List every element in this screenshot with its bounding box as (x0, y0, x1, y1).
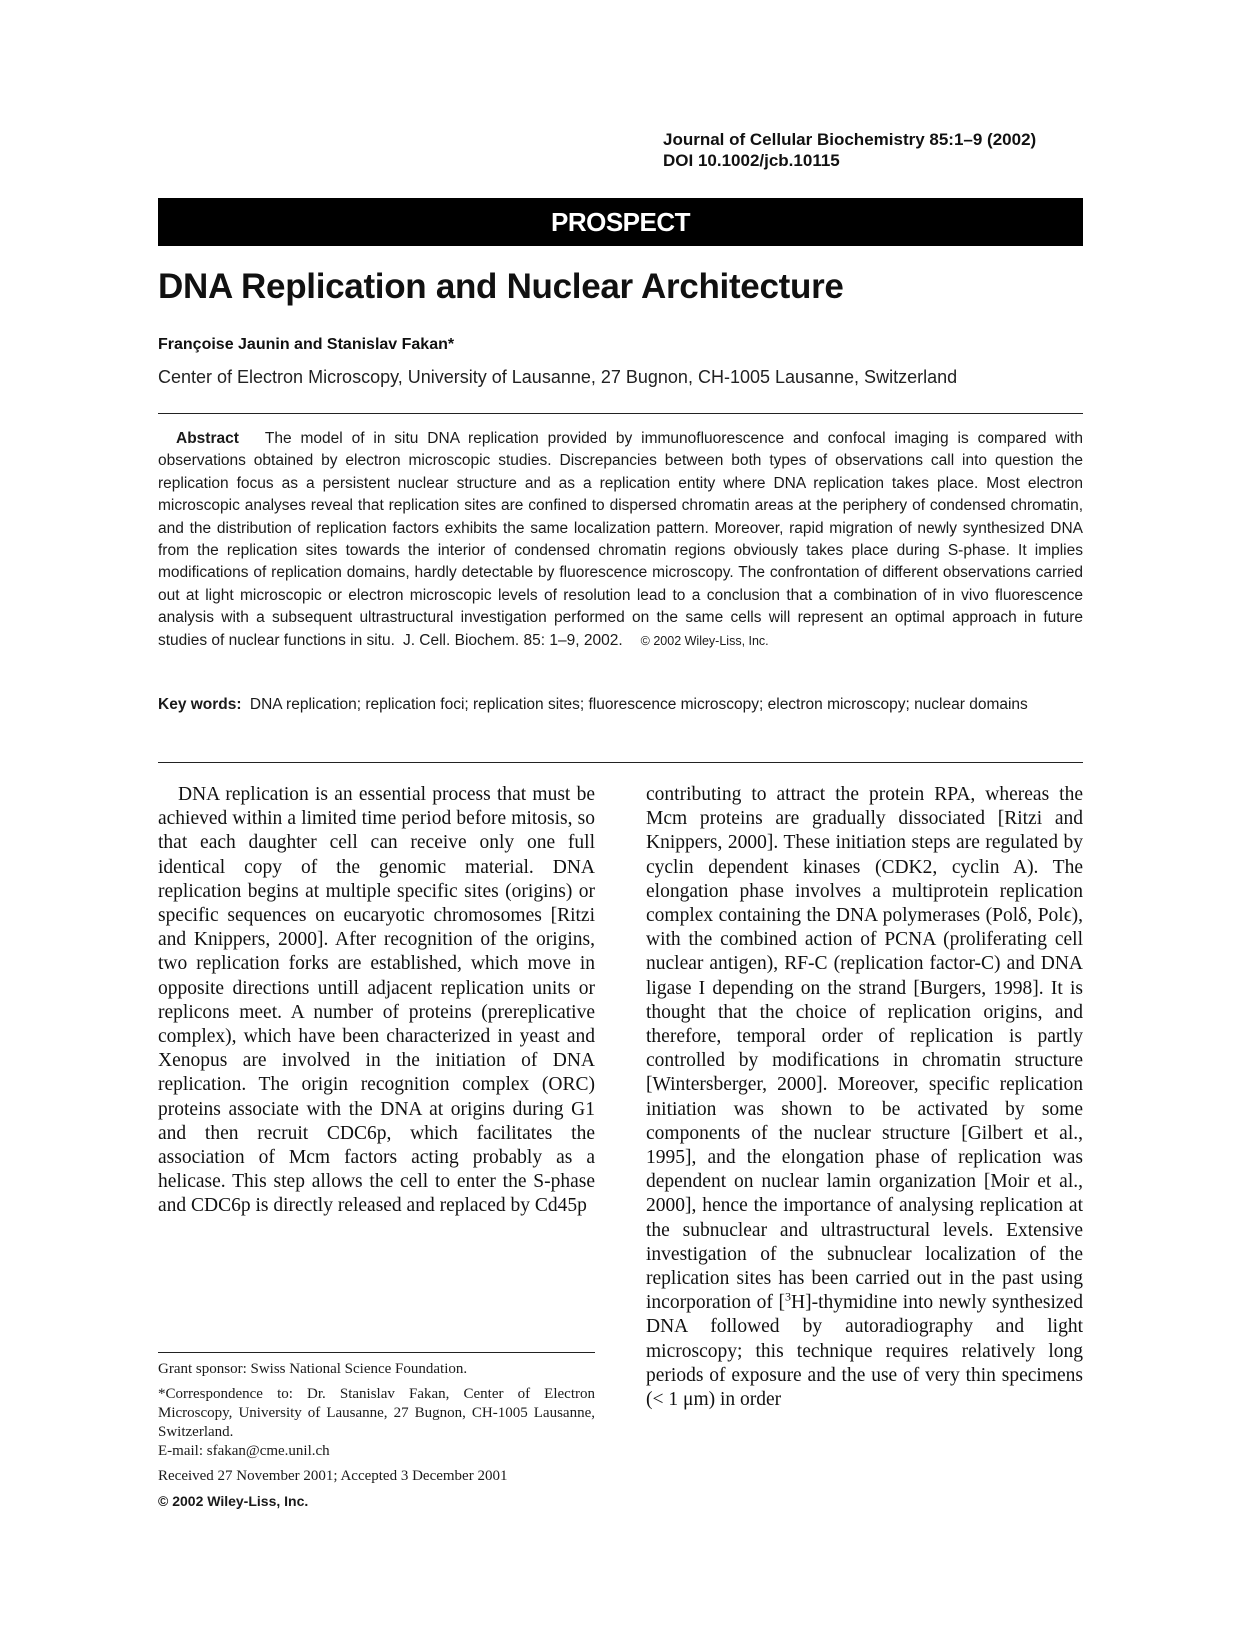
doi: DOI 10.1002/jcb.10115 (663, 151, 840, 170)
abstract-citation: J. Cell. Biochem. 85: 1–9, 2002. (402, 631, 623, 649)
email: E-mail: sfakan@cme.unil.ch (158, 1443, 330, 1459)
journal-header (663, 129, 1083, 171)
correspondence: *Correspondence to: Dr. Stanislav Fakan, Center of Electron Microscopy, University of Lausanne, 27 Bugnon, CH-1005 Lausanne, Switzerland. (158, 1386, 595, 1440)
authors: Françoise Jaunin and Stanislav Fakan* (158, 336, 455, 353)
grant-sponsor: Grant sponsor: Swiss National Science Foundation. (158, 1361, 468, 1377)
affiliation: Center of Electron Microscopy, University of Lausanne, 27 Bugnon, CH-1005 Lausanne, Switzerland (158, 367, 958, 387)
divider-bottom (158, 762, 1083, 763)
footnote-copyright: © 2002 Wiley-Liss, Inc. (158, 1493, 309, 1509)
footnote-divider (158, 1352, 595, 1353)
body-paragraph: DNA replication is an essential process that must be achieved within a limited time period before mitosis, so that each daughter cell can receive only one full identical copy of the genomic material. DNA replication begins at multiple specific sites (origins) or specific sequences on eucaryotic chromosomes [Ritzi and Knippers, 2000]. After recognition of the origins, two replication forks are established, which move in opposite directions untill adjacent replication units or replicons meet. A number of proteins (prereplicative complex), which have been characterized in yeast and Xenopus are involved in the initiation of DNA replication. The origin recognition complex (ORC) proteins associate with the DNA at origins during G1 and then recruit CDC6p, which facilitates the association of Mcm factors acting probably as a helicase. This step allows the cell to enter the S-phase and CDC6p is directly released and replaced by Cd45p (158, 784, 595, 1217)
footnotes (158, 1360, 595, 1511)
keywords-text: DNA replication; replication foci; replication sites; fluorescence microscopy; electron microscopy; nuclear domains (249, 696, 1028, 713)
abstract-copyright: © 2002 Wiley-Liss, Inc. (640, 633, 769, 648)
journal-citation: Journal of Cellular Biochemistry 85:1–9 (2002) (663, 130, 1037, 149)
section-banner: PROSPECT (158, 198, 1083, 246)
body-paragraph-continued: contributing to attract the protein RPA, whereas the Mcm proteins are gradually dissociated [Ritzi and Knippers, 2000]. These initiation steps are regulated by cyclin dependent kinases (CDK2, cyclin A). The elongation phase involves a multiprotein replication complex containing the DNA polymerases (Polδ, Polϵ), with the combined action of PCNA (proliferating cell nuclear antigen), RF-C (replication factor-C) and DNA ligase I depending on the strand [Burgers, 1998]. It is thought that the choice of replication origins, and therefore, temporal order of replication is partly controlled by modifications in chromatin structure [Wintersberger, 2000]. Moreover, specific replication initiation was shown to be activated by some components of the nuclear structure [Gilbert et al., 1995], and the elongation phase of replication was dependent on nuclear lamin organization [Moir et al., 2000], hence the importance of analysing replication at the subnuclear and ultrastructural levels. Extensive investigation of the subnuclear localization of the replication sites has been carried out in the past using incorporation of [$^3$H]-thymidine into newly synthesized DNA followed by autoradiography and light microscopy; this technique requires relatively long periods of exposure and the use of very thin specimens (< 1 μm) in order (646, 784, 1083, 1411)
keywords-label: Key words: (158, 696, 242, 713)
abstract-text: The model of in situ DNA replication provided by immunofluorescence and confocal imaging is compared with observations obtained by electron microscopic studies. Discrepancies between both types of observations call into question the replication focus as a persistent nuclear structure and as a replication entity where DNA replication takes place. Most electron microscopic analyses reveal that replication sites are confined to dispersed chromatin areas at the periphery of condensed chromatin, and the distribution of replication factors exhibits the same localization pattern. Moreover, rapid migration of newly synthesized DNA from the replication sites towards the interior of condensed chromatin regions obviously takes place during S-phase. It implies modifications of replication domains, hardly detectable by fluorescence microscopy. The confrontation of different observations carried out at light microscopic or electron microscopic levels of resolution lead to a conclusion that a combination of in vivo fluorescence analysis with a subsequent ultrastructural investigation performed on the same cells will represent an optimal approach in future studies of nuclear functions in situ. (158, 430, 1083, 649)
keywords (158, 694, 1083, 716)
superscript: 3 (785, 1289, 792, 1304)
abstract (158, 428, 1083, 652)
article-title: DNA Replication and Nuclear Architecture (158, 267, 844, 306)
divider-top (158, 413, 1083, 414)
abstract-label: Abstract (176, 430, 239, 447)
body-column-left (158, 783, 595, 1219)
body-column-right (646, 783, 1083, 1412)
received-accepted: Received 27 November 2001; Accepted 3 December 2001 (158, 1468, 508, 1484)
